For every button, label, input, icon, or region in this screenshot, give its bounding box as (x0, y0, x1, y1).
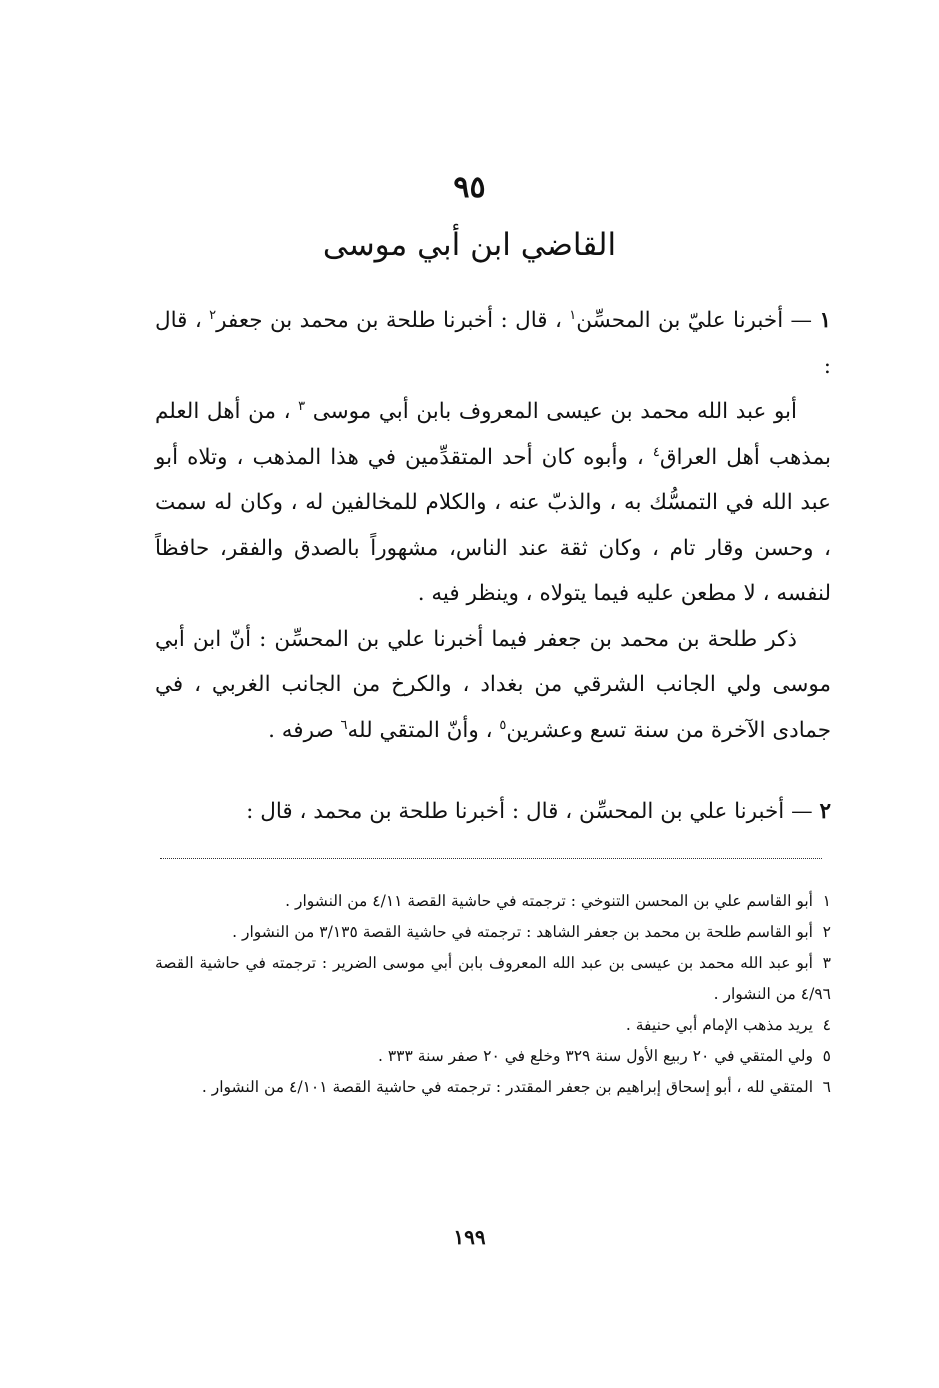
footnote (155, 1010, 831, 1041)
page-number: ١٩٩ (453, 1225, 486, 1249)
footnote (155, 1072, 831, 1103)
footnote-text: أبو القاسم طلحة بن محمد بن جعفر الشاهد : ترجمته في حاشية القصة ٣/١٣٥ من النشوار . (232, 923, 813, 941)
footnote (155, 1041, 831, 1072)
paragraph-3 (155, 617, 831, 754)
footnote-ref: ٢ (209, 307, 217, 323)
paragraph-text: ، من أهل العلم بمذهب أهل العراق (155, 399, 831, 470)
paragraph-text: — أخبرنا عليّ بن المحسِّن (576, 308, 820, 333)
footnote-number: ٣ (822, 954, 831, 972)
footnotes (155, 886, 831, 1103)
paragraph-text: ، قال : (155, 308, 831, 379)
item-number: ٢ (819, 799, 831, 824)
footnote (155, 948, 831, 1010)
footnote-text: يريد مذهب الإمام أبي حنيفة . (625, 1016, 813, 1034)
footnote-ref: ٥ (499, 717, 507, 733)
section-title: القاضي ابن أبي موسى (322, 227, 617, 263)
paragraph-1 (155, 298, 831, 389)
footnote-ref: ٤ (652, 444, 660, 460)
footnote-ref: ١ (569, 307, 577, 323)
footnote-text: المتقي لله ، أبو إسحاق إبراهيم بن جعفر المقتدر : ترجمته في حاشية القصة ٤/١٠١ من النشوار . (201, 1078, 813, 1096)
paragraph-text: ، وأبوه كان أحد المتقدِّمين في هذا المذهب ، وتلاه أبو عبد الله في التمسُّك به ، والذبّ عنه ، والكلام للمخالفين له ، وكان له سمت ، وحسن وقار تام ، وكان ثقة عند الناس، مشهوراً بالصدق والفقر، حافظاً لنفسه ، لا مطعن عليه فيما يتولاه ، وينظر فيه . (155, 444, 831, 606)
section-number: ٩٥ (453, 170, 486, 205)
footnote-separator (160, 858, 822, 859)
footnote-ref: ٣ (298, 398, 306, 414)
footnote-ref: ٦ (340, 717, 348, 733)
footnote-number: ٥ (822, 1047, 831, 1065)
paragraph-text: ، وأنّ المتقي لله (347, 717, 500, 743)
item-number: ١ (819, 308, 832, 333)
main-text (155, 298, 831, 835)
paragraph-4 (155, 789, 831, 835)
footnote-number: ٤ (822, 1016, 831, 1034)
paragraph-text: ذكر طلحة بن محمد بن جعفر فيما أخبرنا علي بن المحسِّن : أنّ ابن أبي موسى ولي الجانب الشرقي من بغداد ، والكرخ من الجانب الغربي ، في جمادى الآخرة من سنة تسع وعشرين (155, 626, 831, 743)
footnote (155, 886, 831, 917)
paragraph-2 (155, 389, 831, 617)
footnote-text: أبو القاسم علي بن المحسن التنوخي : ترجمته في حاشية القصة ٤/١١ من النشوار . (285, 892, 813, 910)
paragraph-text: صرفه . (268, 717, 341, 743)
footnote-text: أبو عبد الله محمد بن عيسى بن عبد الله المعروف بابن أبي موسى الضرير : ترجمته في حاشية القصة ٤/٩٦ من النشوار . (155, 954, 831, 1003)
footnote-number: ٦ (822, 1078, 831, 1096)
paragraph-text: ، قال : أخبرنا طلحة بن محمد بن جعفر (216, 308, 570, 333)
paragraph-text: — أخبرنا علي بن المحسِّن ، قال : أخبرنا طلحة بن محمد ، قال : (246, 799, 820, 824)
footnote-number: ١ (822, 892, 831, 910)
paragraph-text: أبو عبد الله محمد بن عيسى المعروف بابن أبي موسى (305, 399, 798, 424)
footnote-number: ٢ (822, 923, 831, 941)
footnote (155, 917, 831, 948)
footnote-text: ولي المتقي في ٢٠ ربيع الأول سنة ٣٢٩ وخلع في ٢٠ صفر سنة ٣٣٣ . (378, 1047, 813, 1065)
